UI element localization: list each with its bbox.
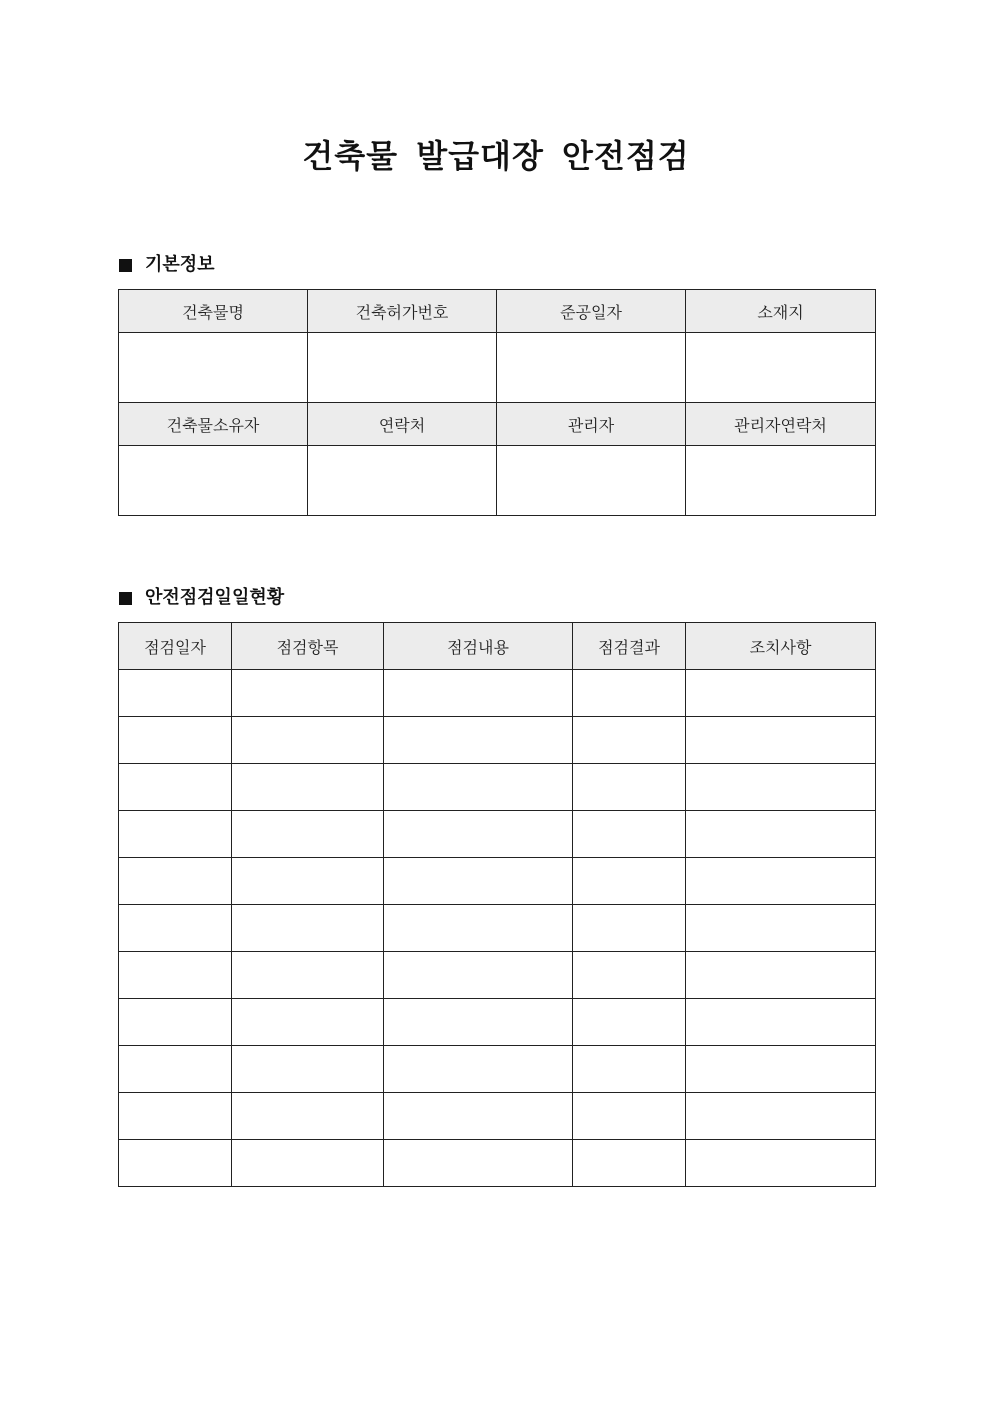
inspection-content-cell[interactable] (384, 811, 573, 858)
page-title: 건축물 발급대장 안전점검 (302, 137, 690, 175)
basic-info-heading (119, 253, 215, 277)
manager-field[interactable] (497, 446, 686, 516)
inspection-result-cell[interactable] (573, 1140, 686, 1187)
inspection-date-cell[interactable] (119, 1093, 232, 1140)
square-bullet-icon (119, 592, 132, 605)
inspection-result-cell[interactable] (573, 670, 686, 717)
basic-info-table (118, 289, 876, 516)
contact-field[interactable] (308, 446, 497, 516)
action-taken-cell[interactable] (686, 811, 876, 858)
header-inspection-item: 점검항목 (232, 623, 384, 670)
inspection-content-cell[interactable] (384, 905, 573, 952)
inspection-result-cell[interactable] (573, 1046, 686, 1093)
inspection-result-cell[interactable] (573, 999, 686, 1046)
safety-status-heading (119, 586, 284, 610)
header-inspection-date: 점검일자 (119, 623, 232, 670)
inspection-content-cell[interactable] (384, 764, 573, 811)
action-taken-cell[interactable] (686, 952, 876, 999)
inspection-item-cell[interactable] (232, 717, 384, 764)
inspection-item-cell[interactable] (232, 1140, 384, 1187)
action-taken-cell[interactable] (686, 1140, 876, 1187)
header-completion-date: 준공일자 (497, 290, 686, 333)
header-manager-contact: 관리자연락처 (686, 403, 876, 446)
basic-info-header-row-1 (119, 290, 876, 333)
table-row (119, 670, 876, 717)
inspection-item-cell[interactable] (232, 905, 384, 952)
manager-contact-field[interactable] (686, 446, 876, 516)
square-bullet-icon (119, 259, 132, 272)
action-taken-cell[interactable] (686, 764, 876, 811)
header-action-taken: 조치사항 (686, 623, 876, 670)
inspection-item-cell[interactable] (232, 1093, 384, 1140)
building-name-field[interactable] (119, 333, 308, 403)
action-taken-cell[interactable] (686, 999, 876, 1046)
inspection-date-cell[interactable] (119, 811, 232, 858)
table-row (119, 717, 876, 764)
basic-info-header-row-2 (119, 403, 876, 446)
inspection-content-cell[interactable] (384, 1046, 573, 1093)
table-row (119, 811, 876, 858)
inspection-content-cell[interactable] (384, 670, 573, 717)
inspection-result-cell[interactable] (573, 952, 686, 999)
inspection-content-cell[interactable] (384, 1093, 573, 1140)
header-inspection-content: 점검내용 (384, 623, 573, 670)
header-permit-number: 건축허가번호 (308, 290, 497, 333)
inspection-date-cell[interactable] (119, 717, 232, 764)
permit-number-field[interactable] (308, 333, 497, 403)
inspection-item-cell[interactable] (232, 811, 384, 858)
action-taken-cell[interactable] (686, 905, 876, 952)
inspection-date-cell[interactable] (119, 999, 232, 1046)
inspection-date-cell[interactable] (119, 1046, 232, 1093)
inspection-date-cell[interactable] (119, 905, 232, 952)
action-taken-cell[interactable] (686, 670, 876, 717)
header-building-owner: 건축물소유자 (119, 403, 308, 446)
table-row (119, 1093, 876, 1140)
safety-status-heading-label: 안전점검일일현황 (145, 587, 285, 608)
inspection-content-cell[interactable] (384, 717, 573, 764)
inspection-item-cell[interactable] (232, 952, 384, 999)
header-contact: 연락처 (308, 403, 497, 446)
table-row (119, 764, 876, 811)
safety-status-table (118, 622, 876, 1187)
basic-info-heading-label: 기본정보 (145, 254, 215, 275)
action-taken-cell[interactable] (686, 1093, 876, 1140)
header-building-name: 건축물명 (119, 290, 308, 333)
action-taken-cell[interactable] (686, 717, 876, 764)
inspection-result-cell[interactable] (573, 858, 686, 905)
action-taken-cell[interactable] (686, 1046, 876, 1093)
table-row (119, 905, 876, 952)
inspection-item-cell[interactable] (232, 858, 384, 905)
inspection-content-cell[interactable] (384, 858, 573, 905)
building-owner-field[interactable] (119, 446, 308, 516)
table-row (119, 1046, 876, 1093)
inspection-result-cell[interactable] (573, 811, 686, 858)
inspection-content-cell[interactable] (384, 999, 573, 1046)
inspection-date-cell[interactable] (119, 858, 232, 905)
inspection-item-cell[interactable] (232, 670, 384, 717)
completion-date-field[interactable] (497, 333, 686, 403)
table-row (119, 1140, 876, 1187)
table-row (119, 952, 876, 999)
inspection-date-cell[interactable] (119, 1140, 232, 1187)
inspection-item-cell[interactable] (232, 999, 384, 1046)
basic-info-value-row-1 (119, 333, 876, 403)
inspection-result-cell[interactable] (573, 905, 686, 952)
header-location: 소재지 (686, 290, 876, 333)
inspection-result-cell[interactable] (573, 1093, 686, 1140)
inspection-date-cell[interactable] (119, 764, 232, 811)
inspection-content-cell[interactable] (384, 952, 573, 999)
inspection-item-cell[interactable] (232, 1046, 384, 1093)
table-row (119, 858, 876, 905)
inspection-date-cell[interactable] (119, 952, 232, 999)
inspection-result-cell[interactable] (573, 764, 686, 811)
inspection-content-cell[interactable] (384, 1140, 573, 1187)
inspection-item-cell[interactable] (232, 764, 384, 811)
safety-status-header-row (119, 623, 876, 670)
location-field[interactable] (686, 333, 876, 403)
table-row (119, 999, 876, 1046)
header-manager: 관리자 (497, 403, 686, 446)
basic-info-value-row-2 (119, 446, 876, 516)
inspection-result-cell[interactable] (573, 717, 686, 764)
action-taken-cell[interactable] (686, 858, 876, 905)
header-inspection-result: 점검결과 (573, 623, 686, 670)
inspection-date-cell[interactable] (119, 670, 232, 717)
